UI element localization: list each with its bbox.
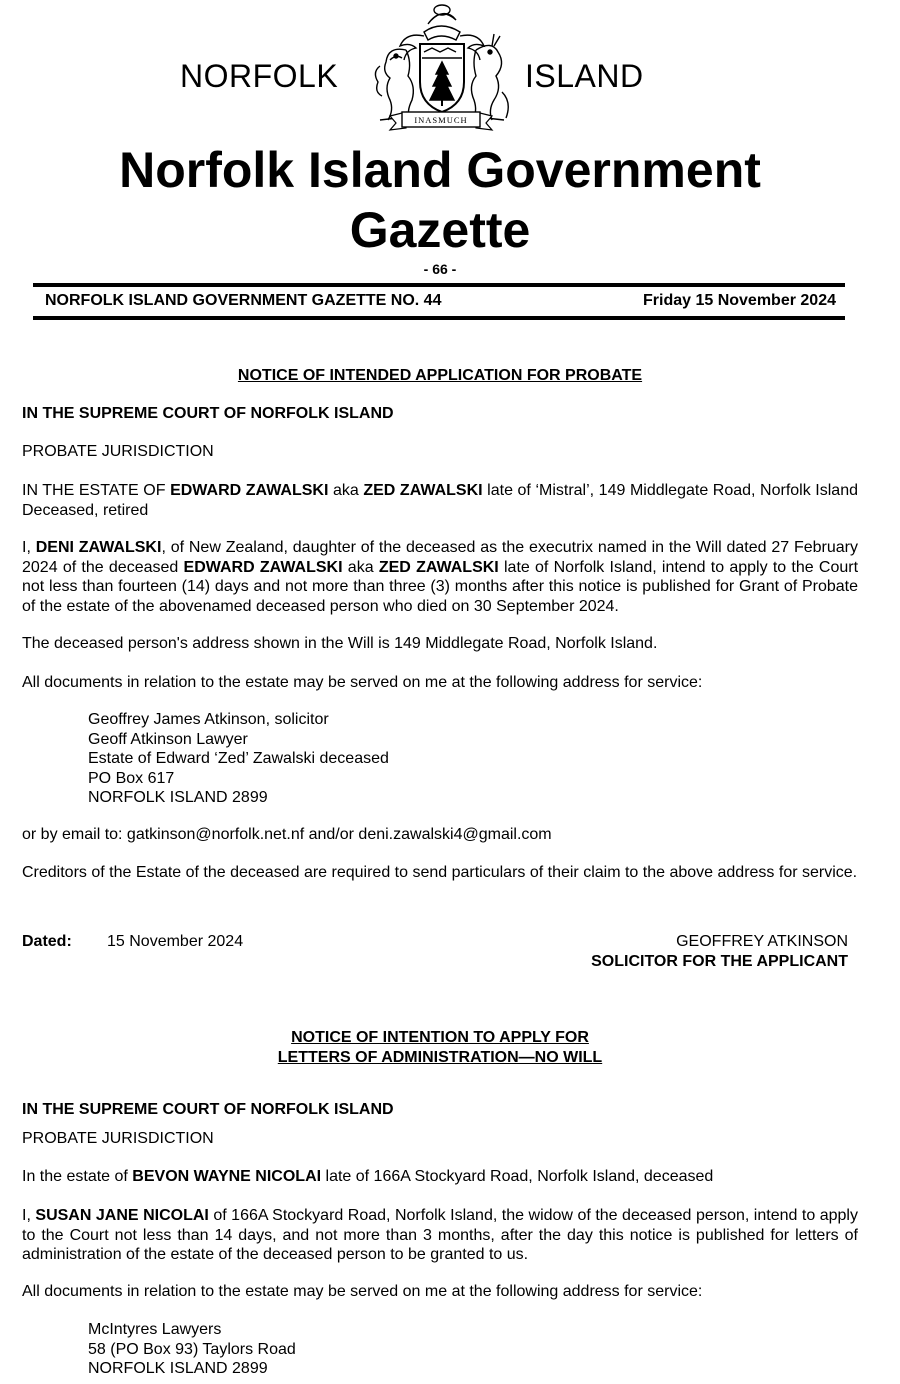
notice2-service-address [88,1320,296,1379]
address-line: NORFOLK ISLAND 2899 [88,1360,268,1377]
notice1-court [22,404,858,424]
notice1-aka: aka [328,482,364,499]
dated-value: 15 November 2024 [107,933,244,950]
address-line: McIntyres Lawyers [88,1321,222,1338]
notice2-deceased-name: BEVON WAYNE NICOLAI [132,1168,322,1185]
signatory-name: GEOFFREY ATKINSON [676,933,848,950]
notice1-service-address [88,710,389,808]
dated-label-text: Dated [22,933,67,950]
notice1-address-statement: The deceased person's address shown in the Will is 149 Middlegate Road, Norfolk Island. [22,635,658,652]
notice1-applicant-deceased-alias: ZED ZAWALSKI [378,558,499,576]
notice2-applicant-post: of 166A Stockyard Road, Norfolk Island, the widow of the deceased person, intend to apply to the Court not less than 14 days, and not more than 3 months, after the day this notice is published for letters of administration of the estate of the deceased person to be granted to us. [22,1207,858,1263]
notice1-jurisdiction: PROBATE JURISDICTION [22,443,214,460]
notice1-deceased-alias: ZED ZAWALSKI [363,482,483,499]
address-line: NORFOLK ISLAND 2899 [88,789,268,806]
notice2-estate-pre: In the estate of [22,1168,133,1185]
notice2-jurisdiction: PROBATE JURISDICTION [22,1130,214,1147]
notice1-heading [22,366,858,386]
notice1-applicant-name: DENI ZAWALSKI [35,539,162,556]
notice1-applicant-aka: aka [342,558,379,576]
address-line: PO Box 617 [88,769,175,787]
notice1-applicant [22,538,858,616]
notice2-heading-line1: NOTICE OF INTENTION TO APPLY FOR [291,1029,589,1046]
notice1-estate [22,481,858,520]
notice1-applicant-post: late of Norfolk Island, intend to apply to the Court not less than fourteen (14) days and not more than three (3) months after this notice is published for Grant of Probate of the estate of the abovenamed deceased person who died on 30 September 2024. [22,558,859,615]
dated-colon: : [66,933,72,950]
crest-motto: INASMUCH [414,115,468,125]
dated-label [22,932,72,952]
address-line: Geoffrey James Atkinson, solicitor [88,711,329,728]
masthead-left-word: NORFOLK [180,58,339,94]
notice1-heading-text: NOTICE OF INTENDED APPLICATION FOR PROBATE [237,367,643,384]
notice1-email-line: or by email to: gatkinson@norfolk.net.nf and/or deni.zawalski4@gmail.com [22,826,552,843]
notice1-applicant-mid: , of New Zealand, daughter of the deceased as the executrix named in the Will dated 27 February 2024 of the deceased [22,539,858,576]
notice2-applicant-pre: I, [22,1207,36,1224]
signatory-block [591,932,848,971]
address-line: Estate of Edward ‘Zed’ Zawalski deceased [88,750,389,767]
notice1-estate-post: late of ‘Mistral’, 149 Middlegate Road, Norfolk Island Deceased, retired [22,482,858,519]
notice1-creditors: Creditors of the Estate of the deceased are required to send particulars of their claim to the above address for service. [22,864,858,881]
gazette-date: Friday 15 November 2024 [643,292,836,309]
notice2-applicant [22,1206,858,1265]
notice2-heading-line2: LETTERS OF ADMINISTRATION—NO WILL [277,1048,603,1066]
gazette-title-line2: Gazette [349,202,531,258]
signatory-role [591,952,848,972]
notice2-estate-post: late of 166A Stockyard Road, Norfolk Island, deceased [321,1168,714,1185]
notice1-deceased-name: EDWARD ZAWALSKI [170,482,329,499]
notice2-court [22,1100,858,1120]
notice2-service-intro: All documents in relation to the estate may be served on me at the following address for service: [22,1283,703,1300]
masthead-right-word: ISLAND [525,58,644,94]
address-line: Geoff Atkinson Lawyer [88,730,248,748]
page-number: - 66 - [423,261,457,277]
notice1-court-text: IN THE SUPREME COURT OF NORFOLK ISLAND [22,405,394,422]
header-rule-bottom [33,316,845,320]
notice2-applicant-name: SUSAN JANE NICOLAI [35,1207,209,1224]
notice2-heading [22,1028,858,1067]
notice1-applicant-deceased: EDWARD ZAWALSKI [183,558,343,576]
coat-of-arms-crest [366,2,516,134]
gazette-number: NORFOLK ISLAND GOVERNMENT GAZETTE NO. 44 [45,292,442,309]
notice1-service-intro: All documents in relation to the estate may be served on me at the following address for service: [22,674,703,691]
notice2-court-text: IN THE SUPREME COURT OF NORFOLK ISLAND [22,1101,394,1118]
signatory-role-text: SOLICITOR FOR THE APPLICANT [591,952,848,970]
header-rule-top [33,283,845,287]
notice1-applicant-pre: I, [22,539,36,556]
notice2-estate [22,1167,858,1187]
notice1-estate-pre: IN THE ESTATE OF [22,482,171,499]
gazette-title-line1: Norfolk Island Government [119,142,761,198]
address-line: 58 (PO Box 93) Taylors Road [88,1340,296,1358]
